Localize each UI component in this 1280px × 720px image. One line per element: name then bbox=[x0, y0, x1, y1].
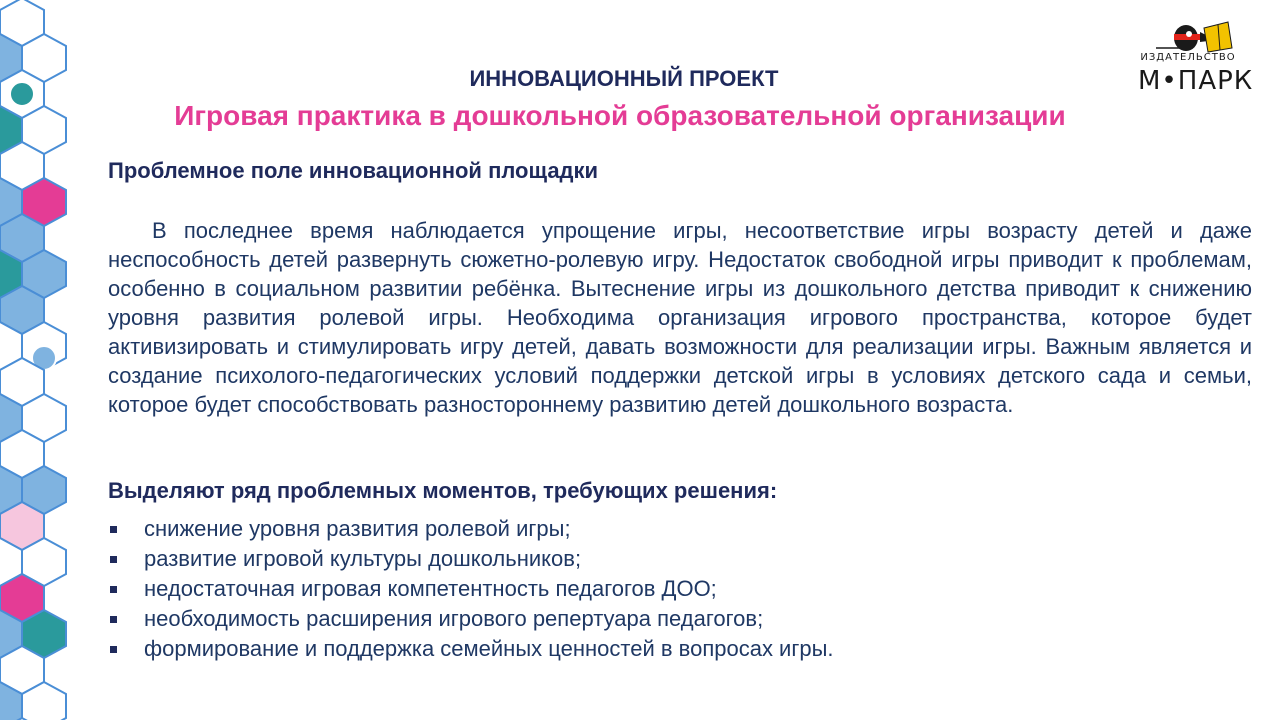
problem-description-paragraph: В последнее время наблюдается упрощение игры, несоответствие игры возрасту детей и даже неспособность детей развернуть сюжетно-ролевую игру. Недостаток свободной игры приводит к проблемам, особенно в социальном развитии ребёнка. Вытеснение игры из дошкольного детства приводит к снижению уровня развития ролевой игры. Необходима организация игрового пространства, которое будет активизировать и стимулировать игру детей, давать возможности для реализации игры. Важным является и создание психолого-педагогических условий поддержки детской игры в условиях детского сада и семьи, которое будет способствовать разностороннему развитию детей дошкольного возраста. bbox=[108, 218, 1252, 417]
section-heading-problem-field: Проблемное поле инновационной площадки bbox=[108, 158, 599, 183]
list-item: формирование и поддержка семейных ценностей в вопросах игры. bbox=[108, 634, 1208, 664]
problem-points-list bbox=[108, 514, 1208, 664]
bird-with-book-icon bbox=[1156, 22, 1232, 52]
list-item: недостаточная игровая компетентность педагогов ДОО; bbox=[108, 574, 1208, 604]
bullet-square-icon bbox=[110, 586, 117, 593]
list-item: необходимость расширения игрового репертуара педагогов; bbox=[108, 604, 1208, 634]
bullet-square-icon bbox=[110, 616, 117, 623]
list-item: снижение уровня развития ролевой игры; bbox=[108, 514, 1208, 544]
slide-title: ИННОВАЦИОННЫЙ ПРОЕКТ bbox=[469, 66, 779, 91]
slide-subtitle: Игровая практика в дошкольной образовательной организации bbox=[174, 100, 1066, 131]
bullet-square-icon bbox=[110, 526, 117, 533]
logo-caption: ИЗДАТЕЛЬСТВО bbox=[1140, 52, 1236, 63]
bullet-square-icon bbox=[110, 646, 117, 653]
section-heading-problem-points: Выделяют ряд проблемных моментов, требующих решения: bbox=[108, 478, 778, 503]
logo-name: М•ПАРК bbox=[1138, 66, 1254, 96]
bullet-square-icon bbox=[110, 556, 117, 563]
list-item: развитие игровой культуры дошкольников; bbox=[108, 544, 1208, 574]
